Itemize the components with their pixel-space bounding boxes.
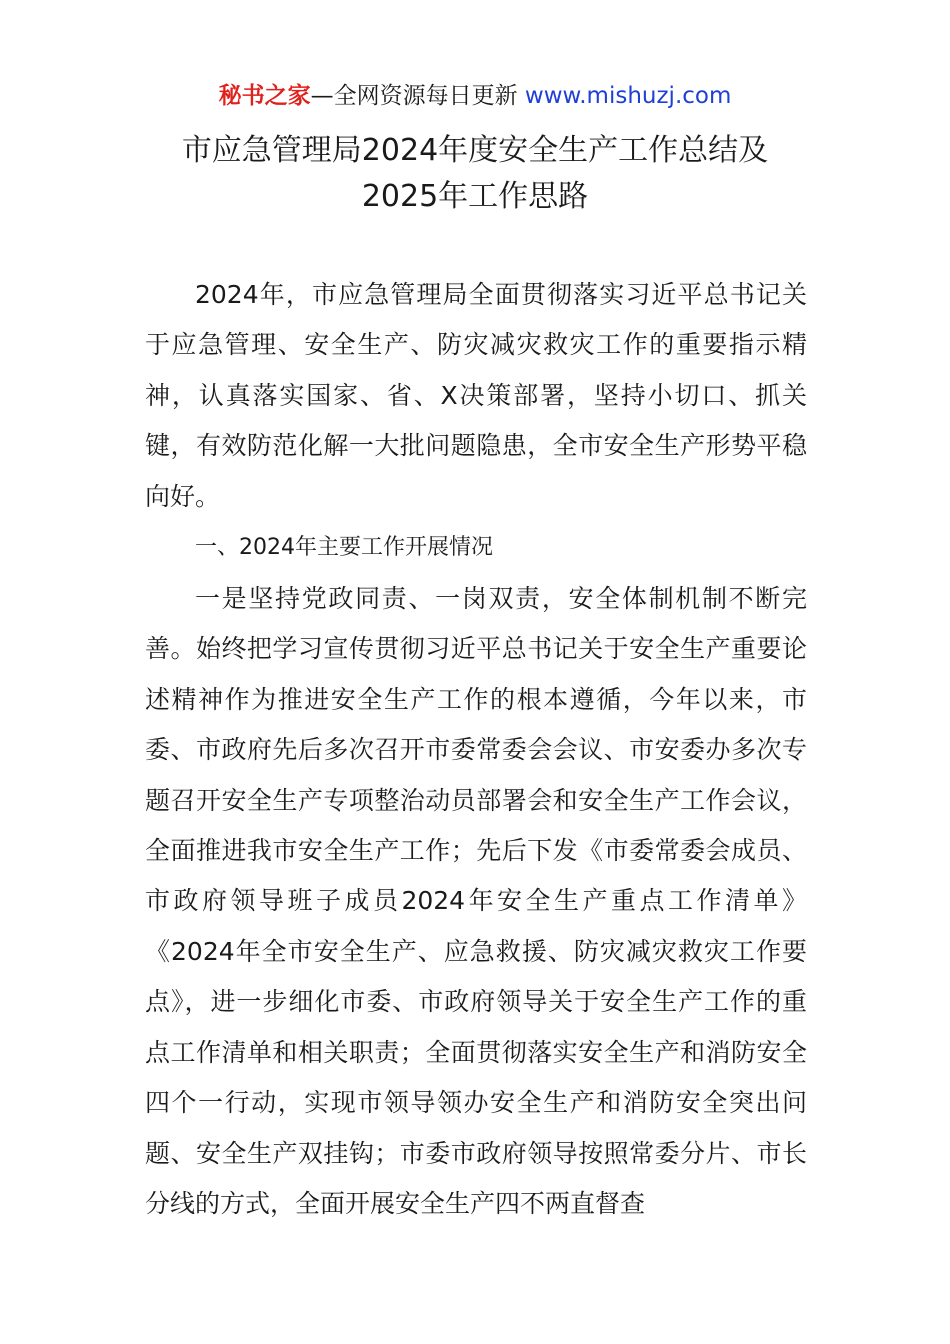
brand-name: 秘书之家 <box>218 83 311 109</box>
site-header <box>0 80 950 112</box>
title-line-2: 2025年工作思路 <box>361 179 589 214</box>
intro-paragraph: 2024年，市应急管理局全面贯彻落实习近平总书记关于应急管理、安全生产、防灾减灾救灾工作的重要指示精神，认真落实国家、省、X决策部署，坚持小切口、抓关键，有效防范化解一大批问题隐患，全市安全生产形势平稳向好。 <box>145 280 807 511</box>
body-paragraph: 一是坚持党政同责、一岗双责，安全体制机制不断完善。始终把学习宣传贯彻习近平总书记关于安全生产重要论述精神作为推进安全生产工作的根本遵循，今年以来，市委、市政府先后多次召开市委常委会会议、市安委办多次专题召开安全生产专项整治动员部署会和安全生产工作会议，全面推进我市安全生产工作；先后下发《市委常委会成员、市政府领导班子成员2024年安全生产重点工作清单》《2024年全市安全生产、应急救援、防灾减灾救灾工作要点》，进一步细化市委、市政府领导关于安全生产工作的重点工作清单和相关职责；全面贯彻落实安全生产和消防安全四个一行动，实现市领导领办安全生产和消防安全突出问题、安全生产双挂钩；市委市政府领导按照常委分片、市长分线的方式，全面开展安全生产四不两直督查 <box>145 584 807 1218</box>
site-url-link[interactable]: www.mishuzj.com <box>524 83 732 109</box>
title-line-1: 市应急管理局2024年度安全生产工作总结及 <box>181 133 769 168</box>
document-body <box>145 270 807 1229</box>
header-tagline: —全网资源每日更新 <box>310 83 525 109</box>
section-heading: 一、2024年主要工作开展情况 <box>195 535 493 561</box>
document-title <box>0 128 950 220</box>
